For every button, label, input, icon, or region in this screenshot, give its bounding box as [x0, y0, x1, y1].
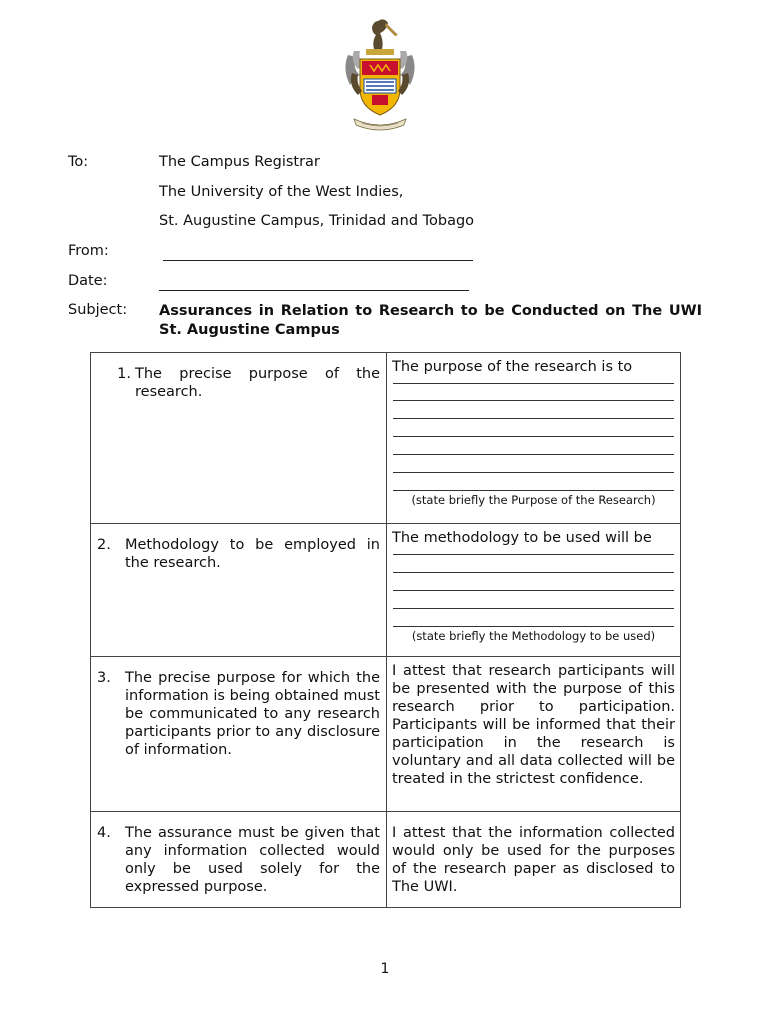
date-label: Date:	[68, 273, 108, 289]
methodology-caption: (state briefly the Methodology to be used)	[411, 629, 656, 643]
question-text: The assurance must be given that any information collected would only be used solely for the expressed purpose.	[125, 825, 380, 895]
recipient-line-3: St. Augustine Campus, Trinidad and Tobago	[159, 213, 475, 229]
question-cell	[91, 524, 387, 657]
question-text: Methodology to be employed in the research.	[125, 537, 380, 571]
from-field-line[interactable]	[163, 260, 473, 261]
subject-label: Subject:	[68, 302, 128, 318]
table-row	[91, 353, 681, 524]
page-number: 1	[380, 961, 390, 977]
to-label: To:	[68, 154, 89, 170]
question-text: The precise purpose of the research.	[135, 366, 380, 400]
from-label: From:	[68, 243, 109, 259]
uwi-crest-icon	[340, 15, 420, 133]
question-number: 3.	[97, 670, 111, 686]
question-number: 2.	[97, 537, 111, 553]
table-row	[91, 524, 681, 657]
answer-text: I attest that research participants will be presented with the purpose of this research prior to participation. Participants will be informed that their participation in the research is voluntary and all data collected will be treated in the strictest confidence.	[392, 663, 675, 787]
question-text: The precise purpose for which the information is being obtained must be communicated to any research participants prior to any disclosure of information.	[125, 670, 380, 758]
methodology-answer-lines[interactable]	[387, 547, 680, 627]
recipient-line-2: The University of the West Indies,	[159, 184, 404, 200]
purpose-answer-lines[interactable]	[387, 376, 680, 491]
question-number: 1.	[117, 366, 131, 382]
table-row	[91, 812, 681, 908]
recipient-line-1: The Campus Registrar	[159, 154, 320, 170]
question-cell	[91, 353, 387, 524]
answer-intro: The purpose of the research is to	[392, 359, 633, 375]
date-field-line[interactable]	[159, 290, 469, 291]
answer-text: I attest that the information collected would only be used for the purposes of the research paper as disclosed to The UWI.	[392, 825, 675, 895]
subject-text: Assurances in Relation to Research to be Conducted on The UWI St. Augustine Campus	[159, 303, 702, 338]
answer-cell	[387, 657, 681, 812]
assurance-table	[90, 352, 681, 908]
answer-intro: The methodology to be used will be	[392, 530, 652, 546]
answer-cell	[387, 353, 681, 524]
purpose-caption: (state briefly the Purpose of the Research)	[411, 493, 656, 507]
question-number: 4.	[97, 825, 111, 841]
answer-cell	[387, 812, 681, 908]
question-cell	[91, 812, 387, 908]
table-row	[91, 657, 681, 812]
question-cell	[91, 657, 387, 812]
answer-cell	[387, 524, 681, 657]
